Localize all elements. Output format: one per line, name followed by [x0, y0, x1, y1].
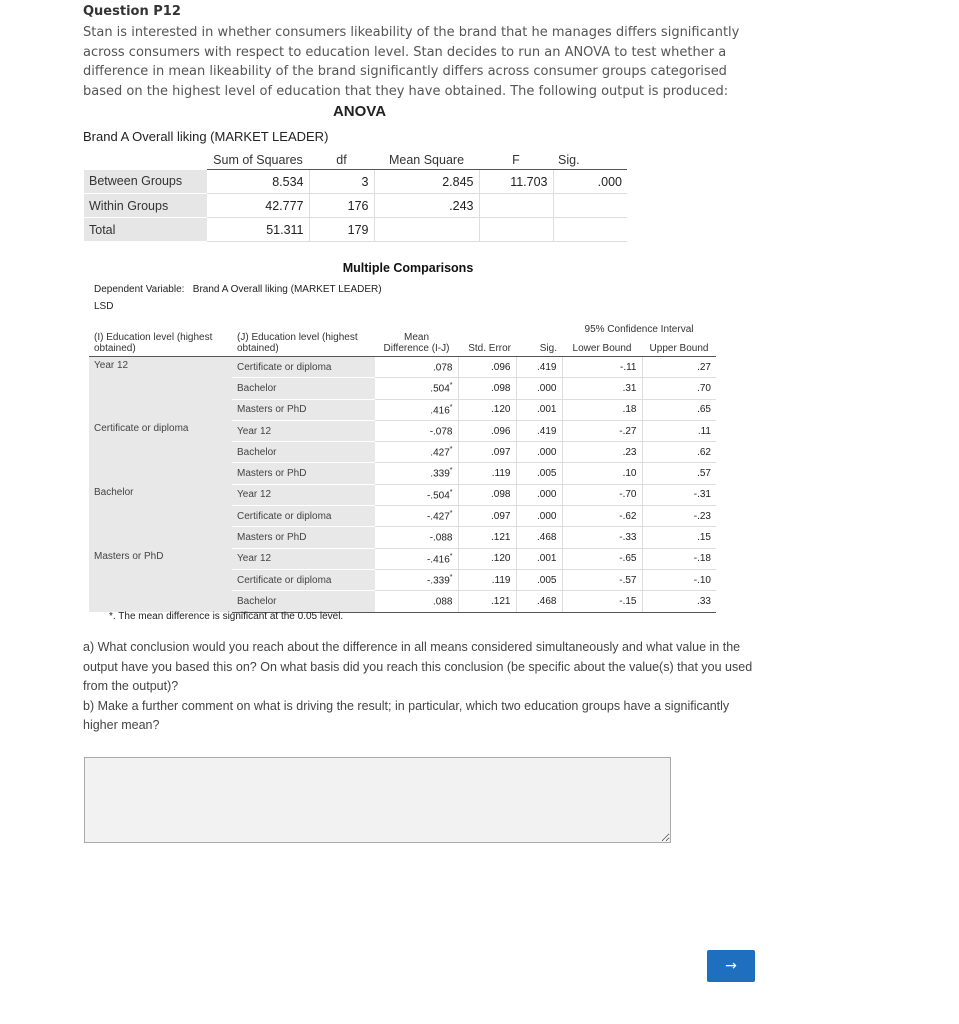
mc-cell-md: .504*: [375, 378, 458, 399]
question-body: Stan is interested in whether consumers likeability of the brand that he manages differs significantly across consumers with respect to education level. Stan decides to run an ANOVA to test whether a difference in mean likeability of the brand significantly differs across consumer groups categorised based on the highest level of education that they have obtained. The following output is produced:: [83, 25, 740, 100]
mc-cell-md: .078: [375, 357, 458, 378]
mc-cell-lb: -.65: [562, 548, 642, 569]
mc-cell-md: -.416*: [375, 548, 458, 569]
mc-cell-sig: .001: [516, 399, 562, 420]
mc-cell-ub: .70: [642, 378, 716, 399]
mc-cell-md: .088: [375, 591, 458, 612]
mc-cell-j: Certificate or diploma: [232, 569, 375, 590]
mc-cell-ub: .33: [642, 591, 716, 612]
mc-cell-md: -.078: [375, 420, 458, 441]
dependent-variable: [94, 284, 382, 295]
mc-cell-md: -.504*: [375, 484, 458, 505]
mc-header-i: (I) Education level (highest obtained): [89, 317, 232, 357]
anova-cell-sig: [553, 218, 627, 242]
anova-title: ANOVA: [332, 103, 387, 120]
anova-row-label: Within Groups: [84, 194, 207, 218]
mc-cell-ub: .27: [642, 357, 716, 378]
multiple-comparisons-title: Multiple Comparisons: [342, 261, 474, 275]
mc-cell-ub: -.23: [642, 506, 716, 527]
mc-header-lb: Lower Bound: [562, 341, 642, 357]
mc-group-label: Certificate or diploma: [89, 420, 232, 484]
mc-cell-lb: -.57: [562, 569, 642, 590]
mc-cell-j: Bachelor: [232, 591, 375, 612]
mc-header-sig: Sig.: [516, 317, 562, 357]
mc-cell-se: .119: [458, 463, 516, 484]
table-footnote: *. The mean difference is significant at the 0.05 level.: [109, 611, 344, 622]
anova-header-ss: Sum of Squares: [207, 150, 309, 170]
mc-cell-sig: .005: [516, 463, 562, 484]
mc-cell-lb: .31: [562, 378, 642, 399]
anova-header-ms: Mean Square: [374, 150, 479, 170]
anova-cell-sig: [553, 194, 627, 218]
anova-row-label: Total: [84, 218, 207, 242]
mc-cell-lb: -.70: [562, 484, 642, 505]
mc-cell-se: .096: [458, 357, 516, 378]
mc-cell-sig: .001: [516, 548, 562, 569]
mc-cell-ub: .57: [642, 463, 716, 484]
mc-cell-md: -.088: [375, 527, 458, 548]
mc-cell-sig: .468: [516, 527, 562, 548]
mc-group-label: Bachelor: [89, 484, 232, 548]
mc-cell-lb: -.33: [562, 527, 642, 548]
mc-cell-ub: -.10: [642, 569, 716, 590]
anova-row-label: Between Groups: [84, 170, 207, 194]
mc-group-label: Year 12: [89, 357, 232, 421]
mc-cell-md: .339*: [375, 463, 458, 484]
mc-cell-md: -.427*: [375, 506, 458, 527]
mc-cell-se: .097: [458, 442, 516, 463]
mc-cell-se: .120: [458, 399, 516, 420]
anova-cell-ss: 42.777: [207, 194, 309, 218]
anova-cell-f: [479, 194, 553, 218]
anova-row: [84, 218, 627, 242]
mc-cell-lb: -.62: [562, 506, 642, 527]
anova-header-sig: Sig.: [553, 150, 627, 170]
question-title: Question P12: [83, 4, 181, 19]
multiple-comparisons-table: [89, 317, 716, 613]
mc-cell-j: Bachelor: [232, 378, 375, 399]
mc-cell-lb: .18: [562, 399, 642, 420]
table-row: [89, 357, 716, 378]
prompt-a: a) What conclusion would you reach about the difference in all means considered simultaneously and what value in the output have you based this on? On what basis did you reach this conclusion (be specific about the value(s) that you used from the output)?: [83, 640, 753, 694]
method-label: LSD: [94, 301, 114, 312]
mc-cell-lb: .10: [562, 463, 642, 484]
mc-cell-md: -.339*: [375, 569, 458, 590]
anova-cell-sig: .000: [553, 170, 627, 194]
mc-cell-lb: -.15: [562, 591, 642, 612]
anova-cell-ms: [374, 218, 479, 242]
answer-textarea[interactable]: [84, 757, 671, 843]
mc-cell-j: Certificate or diploma: [232, 357, 375, 378]
mc-header-ub: Upper Bound: [642, 341, 716, 357]
mc-cell-j: Year 12: [232, 548, 375, 569]
mc-cell-ub: -.18: [642, 548, 716, 569]
anova-cell-f: 11.703: [479, 170, 553, 194]
anova-cell-ms: .243: [374, 194, 479, 218]
mc-cell-md: .416*: [375, 399, 458, 420]
mc-cell-sig: .000: [516, 378, 562, 399]
mc-cell-se: .098: [458, 484, 516, 505]
anova-row: [84, 170, 627, 194]
mc-cell-ub: .15: [642, 527, 716, 548]
dependent-variable-label: Dependent Variable:: [94, 284, 185, 295]
anova-cell-f: [479, 218, 553, 242]
anova-cell-ss: 8.534: [207, 170, 309, 194]
mc-cell-ub: -.31: [642, 484, 716, 505]
mc-header-j: (J) Education level (highest obtained): [232, 317, 375, 357]
mc-cell-j: Bachelor: [232, 442, 375, 463]
mc-header-ci: 95% Confidence Interval: [584, 323, 694, 335]
mc-cell-ub: .62: [642, 442, 716, 463]
mc-cell-sig: .000: [516, 484, 562, 505]
mc-cell-md: .427*: [375, 442, 458, 463]
anova-cell-ms: 2.845: [374, 170, 479, 194]
mc-cell-ub: .65: [642, 399, 716, 420]
mc-cell-sig: .000: [516, 506, 562, 527]
mc-cell-sig: .468: [516, 591, 562, 612]
table-row: [89, 548, 716, 569]
anova-cell-ss: 51.311: [207, 218, 309, 242]
anova-cell-df: 176: [309, 194, 374, 218]
mc-cell-se: .096: [458, 420, 516, 441]
mc-cell-lb: -.27: [562, 420, 642, 441]
anova-header-df: df: [309, 150, 374, 170]
next-button[interactable]: →: [707, 950, 755, 982]
table-row: [89, 420, 716, 441]
mc-cell-lb: -.11: [562, 357, 642, 378]
mc-cell-se: .120: [458, 548, 516, 569]
anova-cell-df: 179: [309, 218, 374, 242]
mc-header-md: Mean Difference (I-J): [375, 317, 458, 357]
mc-cell-se: .097: [458, 506, 516, 527]
mc-cell-j: Year 12: [232, 484, 375, 505]
mc-group-label: Masters or PhD: [89, 548, 232, 612]
mc-cell-se: .121: [458, 591, 516, 612]
mc-cell-se: .098: [458, 378, 516, 399]
mc-cell-sig: .000: [516, 442, 562, 463]
mc-cell-sig: .005: [516, 569, 562, 590]
anova-row: [84, 194, 627, 218]
mc-cell-j: Masters or PhD: [232, 463, 375, 484]
prompts: [83, 638, 753, 736]
anova-cell-df: 3: [309, 170, 374, 194]
dependent-variable-value: Brand A Overall liking (MARKET LEADER): [192, 284, 382, 295]
mc-cell-sig: .419: [516, 357, 562, 378]
mc-cell-sig: .419: [516, 420, 562, 441]
prompt-b: b) Make a further comment on what is driving the result; in particular, which two education groups have a significantly higher mean?: [83, 698, 730, 733]
mc-header-se: Std. Error: [458, 317, 516, 357]
anova-header-f: F: [479, 150, 553, 170]
mc-cell-se: .119: [458, 569, 516, 590]
table-row: [89, 484, 716, 505]
anova-subtitle: Brand A Overall liking (MARKET LEADER): [83, 129, 329, 144]
mc-cell-ub: .11: [642, 420, 716, 441]
mc-cell-lb: .23: [562, 442, 642, 463]
mc-cell-se: .121: [458, 527, 516, 548]
mc-cell-j: Year 12: [232, 420, 375, 441]
mc-cell-j: Certificate or diploma: [232, 506, 375, 527]
anova-table: [84, 150, 627, 242]
mc-cell-j: Masters or PhD: [232, 399, 375, 420]
mc-cell-j: Masters or PhD: [232, 527, 375, 548]
